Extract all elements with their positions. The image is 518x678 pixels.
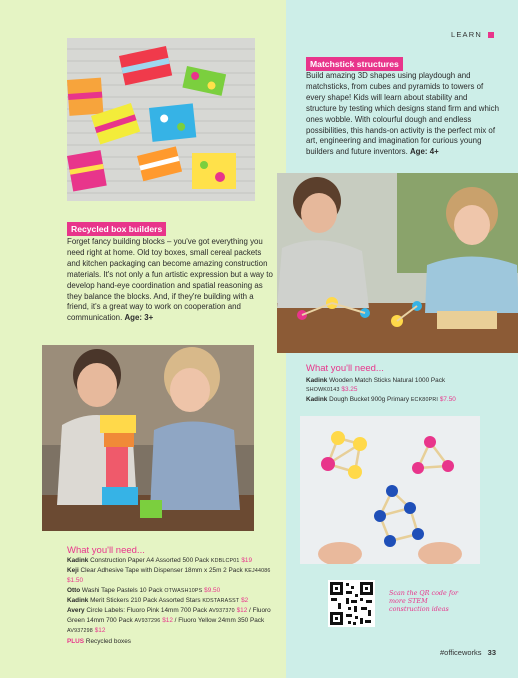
qr-code[interactable] <box>328 580 375 627</box>
page-footer <box>440 648 496 657</box>
item-price: $7.50 <box>439 396 456 404</box>
item-brand: Kadink <box>67 596 89 604</box>
item-brand: Kadink <box>67 557 89 564</box>
item-brand: Keji <box>67 567 79 575</box>
matchstick-body-text: Build amazing 3D shapes using playdough and matchsticks, from cubes and pyramids to towers of every shape! Kids will learn about stability and structure by testing which designs stand firm and which ones wobble. With colourful dough and endless possibilities, this hands-on activity is the perfect mix of art, engineering and imagination for curious young builders and future inventors. <box>306 71 499 157</box>
item-code: OTWASH10PS <box>164 587 203 594</box>
item-description: Washi Tape Pastels 10 Pack <box>81 586 163 594</box>
pink-square-icon <box>488 32 494 38</box>
matchstick-body <box>306 71 499 158</box>
item-description-2: Fluoro Green 14mm 700 Pack <box>67 607 271 625</box>
item-brand: Kadink <box>306 377 328 384</box>
item-code: KEJ44086 <box>244 568 271 575</box>
item-price: $12 <box>236 607 248 615</box>
item-price: $9.50 <box>204 586 221 594</box>
section-label-text: LEARN <box>450 30 482 39</box>
recycled-body-text: Forget fancy building blocks – you've got everything you need right at home. Old toy boxes, small cereal packets and kitchen packaging can become amazing construction materials. It's not only a fun artistic expression but a way to develop hand-eye coordination and spatial reasoning as they balance the blocks. And, if they're building with a friend, it's a great way to work on cooperation and communication. <box>67 237 273 323</box>
list-item <box>67 556 277 566</box>
item-code-2: AV937296 <box>134 618 161 625</box>
item-price-2: $12 <box>162 617 173 625</box>
recycled-boxes-photo <box>67 38 255 201</box>
item-code: SHOWK0143 <box>306 387 340 394</box>
item-description: Dough Bucket 900g Primary <box>329 396 410 404</box>
list-item <box>67 637 277 646</box>
item-description: Wooden Match Sticks Natural 1000 Pack <box>329 377 446 384</box>
matchstick-section-title: Matchstick structures <box>306 57 403 71</box>
item-description: Recycled boxes <box>85 637 131 645</box>
item-description: Clear Adhesive Tape with Dispenser 18mm x 25m 2 Pack <box>80 567 243 575</box>
list-item <box>306 376 506 395</box>
item-brand: Kadink <box>306 396 328 404</box>
item-code-3: AV937298 <box>67 628 93 635</box>
item-price-3: $12 <box>94 627 106 635</box>
item-price: $2 <box>241 596 249 604</box>
item-code: ECK80PRI <box>410 397 439 404</box>
item-description: Circle Labels: Fluoro Pink 14mm 700 Pack <box>86 607 208 615</box>
plus-label: PLUS <box>67 637 85 645</box>
list-item <box>306 395 506 405</box>
item-code: KDBLCP01 <box>210 558 240 564</box>
section-label <box>451 30 494 39</box>
qr-note: Scan the QR code for more STEM construction ideas <box>389 589 459 613</box>
recycled-section-title: Recycled box builders <box>67 222 166 236</box>
item-brand: Otto <box>67 586 81 594</box>
list-item <box>67 596 277 606</box>
footer-brand: #officeworks <box>440 648 482 657</box>
page-number: 33 <box>487 648 496 657</box>
item-description: Construction Paper A4 Assorted 500 Pack <box>90 557 210 564</box>
list-item: Avery Circle Labels: Fluoro Pink 14mm 700 Pack AV937370 $12 / Fluoro Green 14mm 700 Pack AV937296 $12 / Fluoro Yellow 24mm 350 Pack AV937298 $12 <box>67 607 271 635</box>
matchstick-needs-title: What you'll need... <box>306 363 384 374</box>
recycled-age: Age: 3+ <box>124 313 154 323</box>
kids-building-tower-photo <box>42 345 254 531</box>
matchstick-age: Age: 4+ <box>409 147 439 157</box>
item-brand: Avery <box>67 607 85 615</box>
recycled-needs-list <box>67 556 277 646</box>
item-description: Merit Stickers 210 Pack Assorted Stars <box>90 596 201 604</box>
recycled-body <box>67 237 273 324</box>
recycled-needs-title: What you'll need... <box>67 545 145 556</box>
item-price: $1.50 <box>67 577 83 585</box>
list-item <box>67 586 277 596</box>
item-description-3: Fluoro Yellow 24mm 350 Pack <box>178 617 265 625</box>
list-item <box>67 566 277 585</box>
item-code: AV937370 <box>208 608 235 615</box>
molecule-structures-photo <box>300 416 480 564</box>
matchstick-needs-list <box>306 376 506 406</box>
item-price: $19 <box>241 557 253 564</box>
item-code: KDSTARASST <box>202 597 240 604</box>
kids-matchstick-photo <box>277 173 518 353</box>
item-price: $3.25 <box>341 386 358 394</box>
